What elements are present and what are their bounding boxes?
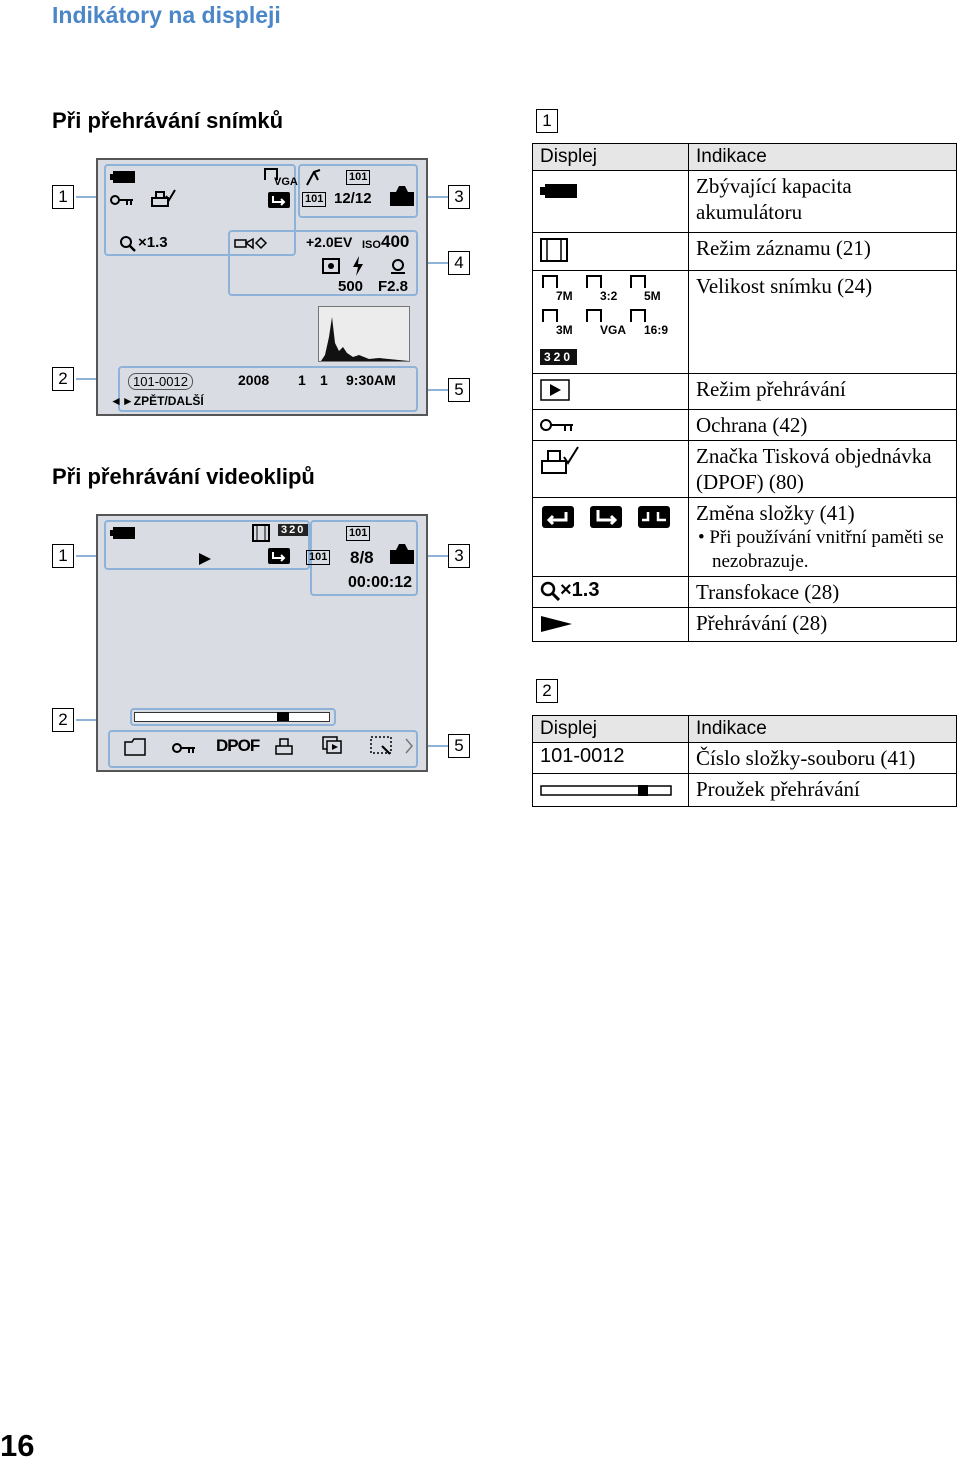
- chevron-right-icon: [404, 738, 414, 754]
- slideshow-icon: [322, 736, 344, 756]
- callout-5-still: 5: [448, 378, 470, 402]
- battery-icon: [110, 170, 136, 184]
- size-5m-icon: 5M: [628, 273, 666, 297]
- play-icon: [540, 615, 574, 633]
- indication-text: Velikost snímku (24): [689, 271, 957, 374]
- folder-number-icon: 101: [306, 550, 330, 565]
- zoom-level: ×1.3: [138, 234, 168, 251]
- size-3-2-icon: 3:2: [584, 273, 622, 297]
- indicator-table-1: [532, 143, 957, 642]
- callout-4-still: 4: [448, 251, 470, 275]
- table-row: [533, 577, 957, 608]
- folder-number-icon: 101: [302, 192, 326, 207]
- column-header-display: Displej: [533, 716, 689, 743]
- section-title-movie: Při přehrávání videoklipů: [52, 464, 315, 489]
- callout-2-still: 2: [52, 367, 74, 391]
- movie-size-320-icon: 320: [540, 349, 577, 365]
- page-number: 16: [0, 1428, 35, 1463]
- indication-text: Přehrávání (28): [689, 608, 957, 642]
- table-row: [533, 774, 957, 807]
- size-7m-icon: 7M: [540, 273, 578, 297]
- callout-1-movie: 1: [52, 544, 74, 568]
- print-icon: [274, 736, 294, 756]
- aperture-value: F2.8: [378, 278, 409, 295]
- column-header-display: Displej: [533, 144, 689, 171]
- table-1-label: 1: [536, 109, 558, 133]
- folder-change-icon: [268, 192, 290, 208]
- movie-mode-icon: [540, 238, 568, 262]
- lcd-still-playback: [96, 158, 428, 416]
- zoom-magnifier-icon: [540, 581, 560, 601]
- flash-icon: [352, 256, 364, 276]
- retouch-icon: [370, 736, 394, 756]
- table-row: [533, 441, 957, 498]
- lcd-movie-playback: [96, 514, 428, 772]
- indication-text: Proužek přehrávání: [689, 774, 957, 807]
- playback-mode-icon: [540, 379, 570, 401]
- callout-5-movie: 5: [448, 734, 470, 758]
- indication-note: • Při používání vnitřní paměti se nezobrazuje.: [698, 527, 944, 572]
- recording-day: 1: [320, 372, 328, 388]
- play-icon: [198, 552, 212, 566]
- histogram: [318, 306, 410, 362]
- indication-text: Ochrana (42): [689, 410, 957, 441]
- indication-text: Transfokace (28): [689, 577, 957, 608]
- playback-folder-icon: 101: [346, 526, 370, 541]
- memory-card-icon: [390, 186, 414, 206]
- table-row: [533, 374, 957, 410]
- size-3m-icon: 3M: [540, 307, 578, 331]
- recording-month: 1: [298, 372, 306, 388]
- size-vga-icon: VGA: [584, 307, 622, 331]
- table-row: [533, 271, 957, 374]
- metering-mode-icon: [322, 258, 340, 274]
- white-balance-icon: [388, 256, 408, 276]
- column-header-indication: Indikace: [689, 144, 957, 171]
- dpof-print-icon: [540, 445, 580, 475]
- battery-icon: [540, 183, 578, 199]
- image-size-label: VGA: [274, 176, 298, 188]
- table-row: [533, 171, 957, 233]
- protect-key-icon: [540, 418, 574, 432]
- movie-counter: 00:00:12: [348, 574, 413, 591]
- zoom-level: ×1.3: [560, 579, 600, 601]
- face-detection-icon: [234, 236, 268, 250]
- file-number: 101-0012: [128, 373, 193, 390]
- recording-year: 2008: [238, 372, 270, 388]
- dpof-label: DPOF: [216, 736, 260, 755]
- iso-label: ISO: [362, 239, 381, 251]
- protect-key-icon: [110, 194, 134, 206]
- prev-next-hint: ◄►ZPĚT/DALŠÍ: [110, 394, 204, 408]
- indication-text: Značka Tisková objednávka (DPOF) (80): [689, 441, 957, 498]
- zoom-magnifier-icon: [120, 236, 136, 252]
- page-title: Indikátory na displeji: [52, 2, 281, 28]
- indication-text: Zbývající kapacita akumulátoru: [689, 171, 957, 233]
- protect-key-icon: [172, 742, 196, 754]
- column-header-indication: Indikace: [689, 716, 957, 743]
- recording-mode-icon: [304, 168, 324, 186]
- table-row: [533, 743, 957, 774]
- indication-text: Režim přehrávání: [689, 374, 957, 410]
- table-row: [533, 498, 957, 577]
- folder-change-icons: [540, 504, 672, 530]
- exposure-value: +2.0EV: [306, 234, 353, 250]
- callout-3-movie: 3: [448, 544, 470, 568]
- indication-text: Číslo složky-souboru (41): [689, 743, 957, 774]
- playback-bar: [134, 712, 330, 722]
- section-title-still: Při přehrávání snímků: [52, 108, 284, 133]
- iso-value: 400: [381, 232, 410, 251]
- callout-2-movie: 2: [52, 708, 74, 732]
- histogram-graph: [319, 307, 409, 361]
- file-number: 101-0012: [533, 743, 689, 774]
- indicator-table-2: [532, 715, 957, 807]
- callout-3-still: 3: [448, 185, 470, 209]
- movie-count: 8/8: [350, 548, 374, 567]
- table-row: [533, 608, 957, 642]
- battery-icon: [110, 526, 136, 540]
- recording-time: 9:30AM: [346, 372, 396, 388]
- movie-mode-icon: [252, 524, 270, 542]
- table-row: [533, 233, 957, 271]
- size-16-9-icon: 16:9: [628, 307, 666, 331]
- table-row: [533, 410, 957, 441]
- playback-bar-marker: [277, 712, 289, 721]
- playback-bar-icon: [540, 784, 672, 798]
- image-count: 12/12: [334, 190, 372, 207]
- folder-change-icon: [268, 548, 290, 564]
- indication-text: Režim záznamu (21): [689, 233, 957, 271]
- callout-1-still: 1: [52, 185, 74, 209]
- shutter-speed: 500: [338, 278, 364, 295]
- movie-size-icon: 320: [278, 524, 308, 536]
- folder-icon: [124, 738, 146, 756]
- dpof-print-icon: [150, 188, 176, 208]
- playback-folder-icon: 101: [346, 170, 370, 185]
- indication-text: Změna složky (41): [696, 501, 855, 525]
- table-2-label: 2: [536, 679, 558, 703]
- memory-card-icon: [390, 544, 414, 564]
